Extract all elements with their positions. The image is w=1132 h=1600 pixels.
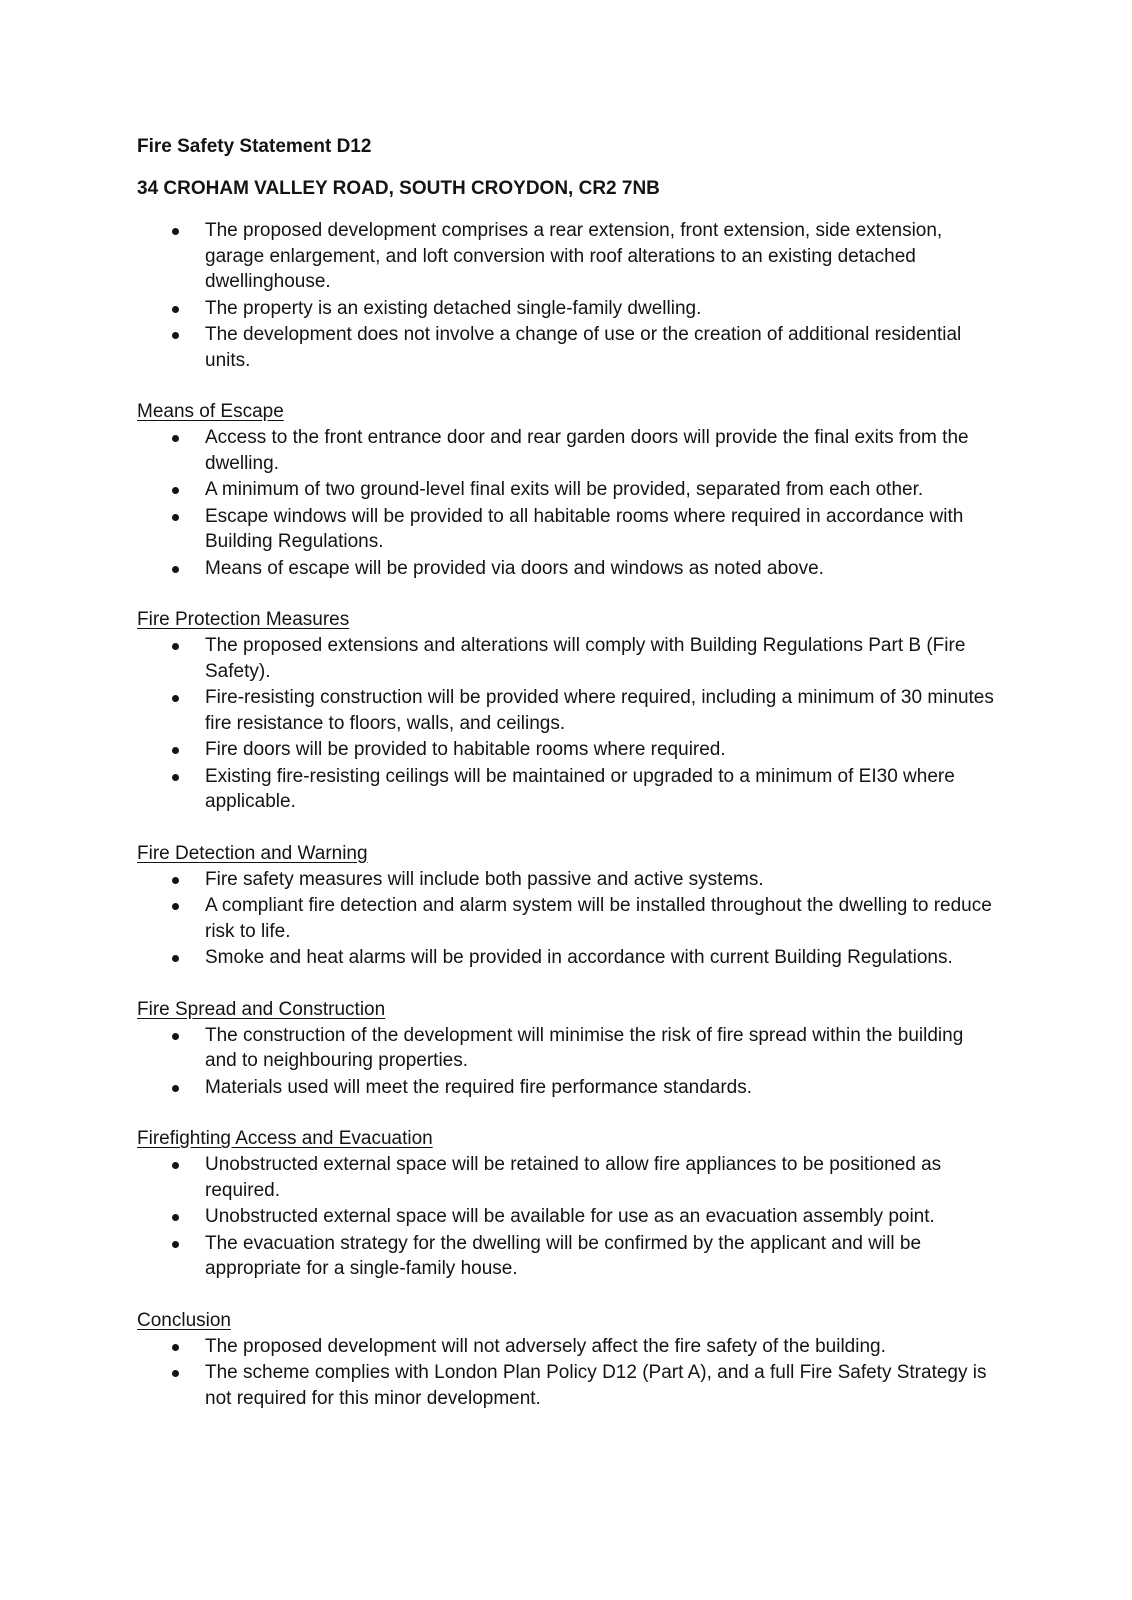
section-list xyxy=(137,867,997,971)
list-item-text: Means of escape will be provided via doors and windows as noted above. xyxy=(205,557,824,579)
bullet-icon xyxy=(172,228,179,235)
bullet-icon xyxy=(172,514,179,521)
section-heading: Means of Escape xyxy=(137,401,284,422)
section-list xyxy=(137,1152,997,1282)
list-item xyxy=(137,1075,997,1101)
section-fire-detection-and-warning xyxy=(137,841,997,971)
list-item-text: Fire safety measures will include both passive and active systems. xyxy=(205,868,764,890)
intro-list xyxy=(137,218,997,373)
bullet-icon xyxy=(172,695,179,702)
list-item xyxy=(137,893,997,944)
bullet-icon xyxy=(172,643,179,650)
document-body xyxy=(137,134,997,1437)
section-fire-spread-and-construction xyxy=(137,997,997,1101)
list-item xyxy=(137,1152,997,1203)
bullet-icon xyxy=(172,1344,179,1351)
list-item xyxy=(137,322,997,373)
bullet-icon xyxy=(172,1241,179,1248)
list-item-text: Smoke and heat alarms will be provided in accordance with current Building Regulations. xyxy=(205,947,953,968)
bullet-icon xyxy=(172,1033,179,1040)
list-item xyxy=(137,867,997,893)
list-item-text: Existing fire-resisting ceilings will be maintained or upgraded to a minimum of EI30 where applicable. xyxy=(205,765,955,812)
list-item-text: A minimum of two ground-level final exits will be provided, separated from each other. xyxy=(205,479,924,500)
bullet-icon xyxy=(172,332,179,339)
section-heading: Firefighting Access and Evacuation xyxy=(137,1128,433,1149)
section-conclusion xyxy=(137,1308,997,1412)
bullet-icon xyxy=(172,1214,179,1221)
list-item-text: Unobstructed external space will be available for use as an evacuation assembly point. xyxy=(205,1206,935,1227)
list-item-text: Unobstructed external space will be retained to allow fire appliances to be positioned as required. xyxy=(205,1154,942,1201)
list-item-text: Fire doors will be provided to habitable rooms where required. xyxy=(205,739,726,760)
list-item-text: Fire-resisting construction will be provided where required, including a minimum of 30 minutes fire resistance to floors, walls, and ceilings. xyxy=(205,687,994,734)
bullet-icon xyxy=(172,435,179,442)
bullet-icon xyxy=(172,1370,179,1377)
bullet-icon xyxy=(172,487,179,494)
section-list xyxy=(137,1023,997,1101)
bullet-icon xyxy=(172,306,179,313)
list-item xyxy=(137,1231,997,1282)
section-list xyxy=(137,1334,997,1412)
list-item-text: The property is an existing detached single-family dwelling. xyxy=(205,297,702,319)
bullet-icon xyxy=(172,903,179,910)
list-item-text: The construction of the development will minimise the risk of fire spread within the building and to neighbouring properties. xyxy=(205,1024,964,1071)
list-item xyxy=(137,633,997,684)
list-item-text: Materials used will meet the required fire performance standards. xyxy=(205,1076,753,1098)
list-item-text: Escape windows will be provided to all habitable rooms where required in accordance with Building Regulations. xyxy=(205,505,964,552)
property-address: 34 CROHAM VALLEY ROAD, SOUTH CROYDON, CR2 7NB xyxy=(137,178,660,199)
list-item xyxy=(137,1023,997,1074)
list-item xyxy=(137,1360,997,1411)
list-item xyxy=(137,764,997,815)
section-list xyxy=(137,425,997,581)
list-item xyxy=(137,1204,997,1230)
document-title: Fire Safety Statement D12 xyxy=(137,136,372,157)
list-item xyxy=(137,945,997,971)
list-item xyxy=(137,1334,997,1360)
list-item-text: The scheme complies with London Plan Policy D12 (Part A), and a full Fire Safety Strategy is not required for this minor development. xyxy=(205,1362,987,1409)
bullet-icon xyxy=(172,774,179,781)
section-heading: Fire Spread and Construction xyxy=(137,998,386,1020)
list-item-text: The development does not involve a change of use or the creation of additional residential units. xyxy=(205,324,962,371)
list-item-text: Access to the front entrance door and rear garden doors will provide the final exits from the dwelling. xyxy=(205,427,969,474)
section-list xyxy=(137,633,997,815)
bullet-icon xyxy=(172,955,179,962)
section-heading: Conclusion xyxy=(137,1309,231,1331)
list-item-text: The proposed extensions and alterations will comply with Building Regulations Part B (Fire Safety). xyxy=(205,635,966,682)
section-firefighting-access-and-evacuation xyxy=(137,1126,997,1282)
bullet-icon xyxy=(172,1162,179,1169)
section-heading: Fire Detection and Warning xyxy=(137,842,368,864)
list-item-text: The evacuation strategy for the dwelling will be confirmed by the applicant and will be appropriate for a single-family house. xyxy=(205,1232,922,1279)
section-means-of-escape xyxy=(137,399,997,581)
list-item xyxy=(137,504,997,555)
list-item xyxy=(137,296,997,322)
list-item-text: A compliant fire detection and alarm system will be installed throughout the dwelling to reduce risk to life. xyxy=(205,895,992,942)
list-item-text: The proposed development will not adversely affect the fire safety of the building. xyxy=(205,1335,886,1357)
bullet-icon xyxy=(172,877,179,884)
list-item-text: The proposed development comprises a rear extension, front extension, side extension, garage enlargement, and loft conversion with roof alterations to an existing detached dwellinghouse. xyxy=(205,220,943,292)
bullet-icon xyxy=(172,747,179,754)
list-item xyxy=(137,477,997,503)
list-item xyxy=(137,685,997,736)
section-fire-protection-measures xyxy=(137,607,997,815)
list-item xyxy=(137,218,997,295)
list-item xyxy=(137,737,997,763)
bullet-icon xyxy=(172,1085,179,1092)
section-heading: Fire Protection Measures xyxy=(137,609,350,630)
bullet-icon xyxy=(172,566,179,573)
list-item xyxy=(137,425,997,476)
list-item xyxy=(137,556,997,582)
